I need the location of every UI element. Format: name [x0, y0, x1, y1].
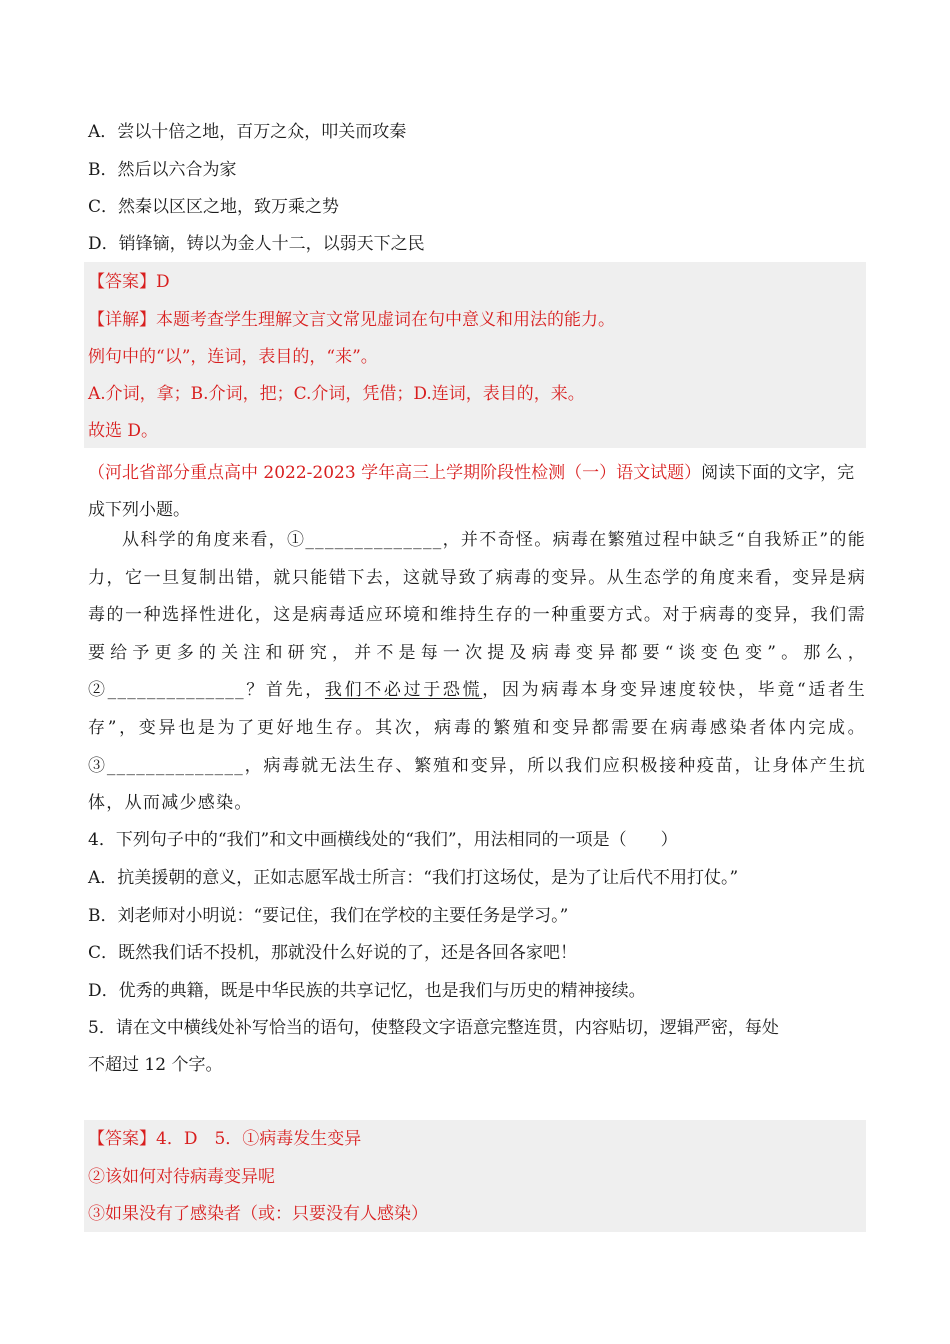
passage-text: ，因为病毒本身变异速度较快，毕竟“适者生存”，变异也是为了更好地生存。其次，病毒的繁殖和变异都需要在病毒感染者体内完成。③______________，病毒就无法生存、繁殖和变异，所以我们应积极接种疫苗，让身体产生抗体，从而减少感染。 [88, 680, 866, 814]
q4-option-a: A．抗美援朝的意义，正如志愿军战士所言：“我们打这场仗，是为了让后代不用打仗。” [88, 868, 739, 888]
option-b: B．然后以六合为家 [88, 160, 237, 180]
question-5-line: 5．请在文中横线处补写恰当的语句，使整段文字语意完整连贯，内容贴切，逻辑严密，每处 [88, 1018, 779, 1038]
question-4-stem: 4．下列句子中的“我们”和文中画横线处的“我们”，用法相同的一项是（ ） [88, 830, 678, 850]
answer-label: 【答案】D [88, 272, 170, 292]
reading-passage [88, 522, 866, 823]
q4-option-c: C．既然我们话不投机，那就没什么好说的了，还是各回各家吧！ [88, 943, 578, 963]
source-line [88, 455, 866, 529]
q4-option-b: B．刘老师对小明说：“要记住，我们在学校的主要任务是学习。” [88, 906, 569, 926]
question-5-line: 不超过 12 个字。 [88, 1055, 223, 1075]
answer-detail-line: 例句中的“以”，连词，表目的，“来”。 [88, 347, 378, 367]
passage-paragraph [88, 522, 866, 823]
q4-option-d: D．优秀的典籍，既是中华民族的共享记忆，也是我们与历史的精神接续。 [88, 981, 646, 1001]
passage-text: 从科学的角度来看，①______________，并不奇怪。病毒在繁殖过程中缺乏“自我矫正”的能力，它一旦复制出错，就只能错下去，这就导致了病毒的变异。从生态学的角度来看，变异是病毒的一种选择性进化，这是病毒适应环境和维持生存的一种重要方式。对于病毒的变异，我们需要给予更多的关注和研究，并不是每一次提及病毒变异都要“谈变色变”。那么，②______________？首先， [88, 530, 866, 701]
source-citation: （河北省部分重点高中 2022-2023 学年高三上学期阶段性检测（一）语文试题） [88, 463, 702, 483]
option-c: C．然秦以区区之地，致万乘之势 [88, 197, 340, 217]
answer-detail-line: A.介词，拿；B.介词，把；C.介词，凭借；D.连词，表目的，来。 [88, 384, 585, 404]
answer-2-line: 【答案】4．D 5．①病毒发生变异 [88, 1129, 362, 1149]
source-instruction: 阅读下面的文字，完成下列小题。 [88, 463, 855, 520]
underlined-phrase: 我们不必过于恐慌 [324, 680, 483, 701]
option-a: A．尝以十倍之地，百万之众，叩关而攻秦 [88, 122, 407, 142]
answer-2-line: ③如果没有了感染者（或：只要没有人感染） [88, 1204, 428, 1224]
answer-2-line: ②该如何对待病毒变异呢 [88, 1167, 275, 1187]
answer-detail-line: 故选 D。 [88, 421, 159, 441]
option-d: D．销锋镝，铸以为金人十二，以弱天下之民 [88, 234, 425, 254]
answer-detail: 【详解】本题考查学生理解文言文常见虚词在句中意义和用法的能力。 [88, 310, 615, 330]
